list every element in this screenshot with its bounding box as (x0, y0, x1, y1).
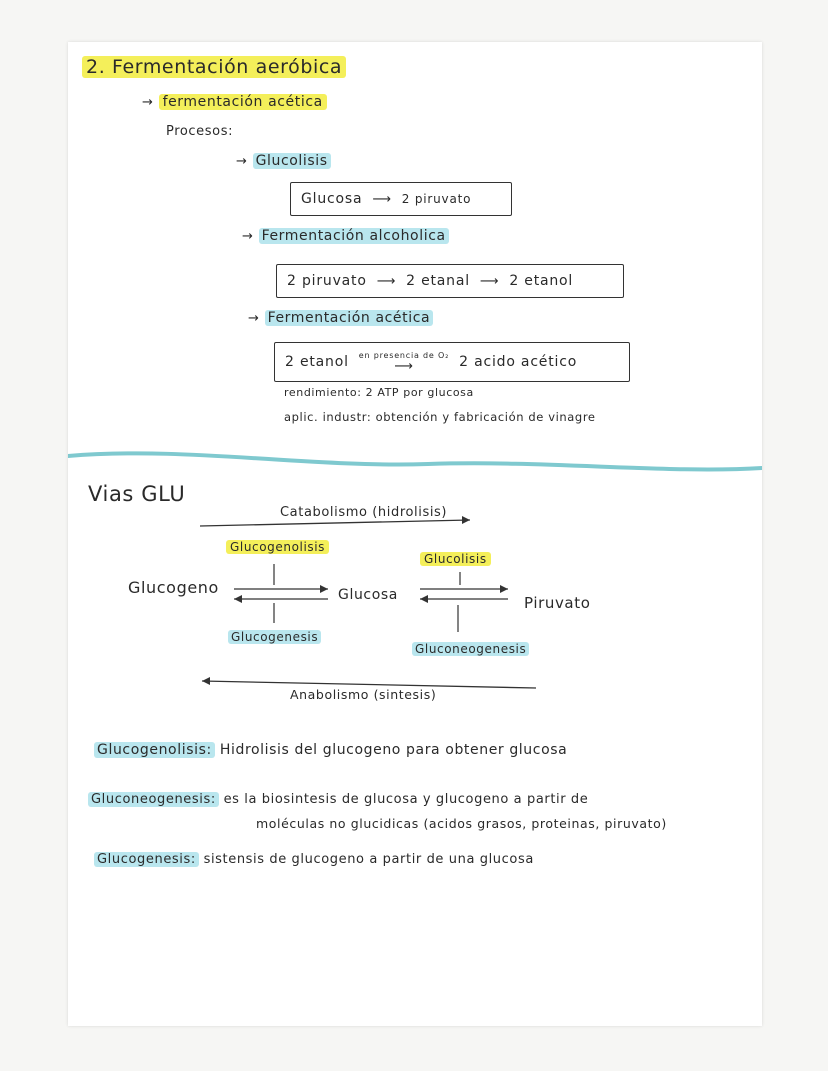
rendimiento-key: rendimiento: (284, 386, 362, 399)
glucolisis-label-text: Glucolisis (420, 552, 491, 566)
piruvato-node: Piruvato (524, 594, 591, 612)
box-piruvato: 2 piruvato (401, 192, 472, 206)
anabolismo-label: Anabolismo (sintesis) (290, 687, 437, 702)
definition-term: Glucogenesis: (94, 852, 199, 867)
definition-gluconeogenesis-cont: moléculas no glucidicas (acidos grasos, proteinas, piruvato) (256, 816, 667, 831)
catabolismo-label: Catabolismo (hidrolisis) (280, 505, 448, 520)
box-etanol: 2 etanol (285, 354, 349, 370)
box-glucosa: Glucosa (301, 191, 363, 207)
arrow-icon: ⟶ (479, 273, 500, 289)
glucosa-node: Glucosa (338, 587, 398, 603)
definition-glucogenolisis (94, 742, 567, 758)
vias-title: Vias GLU (88, 482, 186, 506)
pathway-arrows (68, 42, 762, 1026)
definition-text: sistensis de glucogeno a partir de una glucosa (203, 852, 534, 867)
notebook-page (68, 42, 762, 1026)
rendimiento-value: 2 ATP por glucosa (365, 386, 474, 399)
definition-text: es la biosintesis de glucosa y glucogeno a partir de (223, 792, 589, 807)
definition-text: Hidrolisis del glucogeno para obtener glucosa (219, 742, 568, 758)
arrow-icon: → (142, 95, 154, 110)
glucolisis-heading-text: Glucolisis (253, 153, 331, 169)
aplicacion-value: obtención y fabricación de vinagre (375, 410, 596, 424)
box-2-piruvato: 2 piruvato (287, 273, 367, 289)
glucogenolisis-label (226, 540, 329, 554)
glucogenolisis-label-text: Glucogenolisis (226, 540, 329, 554)
definition-term: Glucogenolisis: (94, 742, 215, 758)
arrow-icon: ⟶ (394, 358, 414, 374)
arrow-icon: → (236, 154, 248, 169)
aplicacion-key: aplic. industr: (284, 410, 372, 424)
glucogenesis-label-text: Glucogenesis (228, 630, 321, 644)
reaction-condition: en presencia de O₂ (358, 350, 450, 360)
arrow-icon: → (242, 229, 254, 244)
glucogeno-node: Glucogeno (128, 578, 219, 597)
definition-gluconeogenesis (88, 792, 588, 807)
definition-term: Gluconeogenesis: (88, 792, 219, 807)
procesos-label: Procesos: (166, 124, 234, 139)
acetica-heading-text: Fermentación acética (265, 310, 434, 326)
section-title-text: 2. Fermentación aeróbica (82, 56, 346, 78)
definition-glucogenesis (94, 852, 534, 867)
box-2-etanal: 2 etanal (406, 273, 470, 289)
glucolisis-label (420, 552, 491, 566)
subtitle-text: fermentación acética (159, 94, 327, 110)
arrow-icon: ⟶ (376, 273, 397, 289)
arrow-icon: ⟶ (372, 191, 392, 207)
gluconeogenesis-label (412, 642, 529, 656)
gluconeogenesis-label-text: Gluconeogenesis (412, 642, 529, 656)
arrow-icon: → (248, 311, 260, 326)
glucogenesis-label (228, 630, 321, 644)
box-acido-acetico: 2 acido acético (459, 354, 578, 370)
box-2-etanol: 2 etanol (509, 273, 574, 289)
alcoholica-heading-text: Fermentación alcoholica (259, 228, 449, 244)
